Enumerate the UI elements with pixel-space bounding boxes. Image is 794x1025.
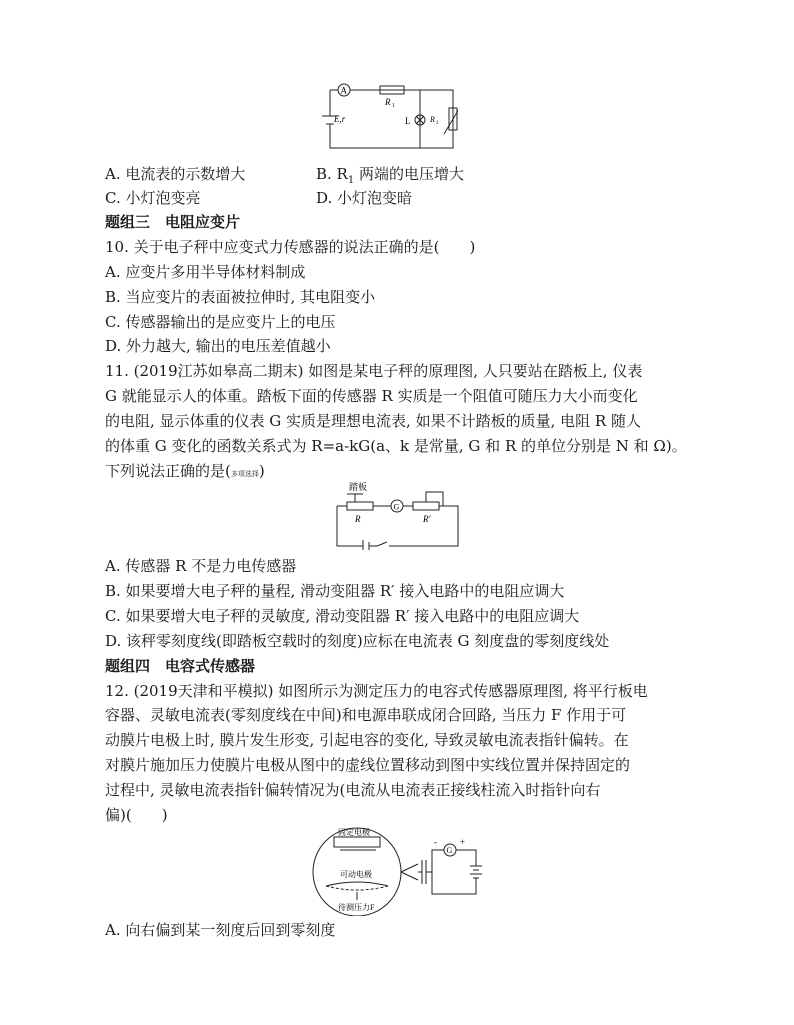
r1-sub: 1: [392, 103, 395, 109]
q11-line-2: G 就能显示人的体重。踏板下面的传感器 R 实质是一个阻值可随压力大小而变化: [105, 387, 638, 405]
group3-heading: 题组三 电阻应变片: [105, 213, 241, 231]
circuit-figure-2: [333, 480, 463, 550]
q10-option-b: B. 当应变片的表面被拉伸时, 其电阻变小: [105, 288, 376, 306]
plus-terminal-label: +: [460, 837, 466, 847]
q11-option-a: A. 传感器 R 不是力电传感器: [105, 557, 297, 575]
q11-multi-choice-tag: 多项选择: [230, 470, 259, 478]
q9-option-a: A. 电流表的示数增大: [105, 165, 246, 183]
lamp-label: L: [405, 116, 411, 126]
q9-option-b: [316, 164, 464, 191]
r1-label: R: [385, 97, 391, 107]
q12-option-a: A. 向右偏到某一刻度后回到零刻度: [105, 921, 336, 939]
fixed-electrode-label: 固定电极: [338, 828, 370, 837]
q12-line-5: 过程中, 灵敏电流表指针偏转情况为(电流从电流表正接线柱流入时指针向右: [105, 781, 601, 799]
q9-option-c: C. 小灯泡变亮: [105, 189, 201, 207]
r2-sub: 2: [436, 121, 439, 126]
pressure-force-label: 待测压力F: [338, 903, 375, 912]
galvanometer-label: G: [446, 846, 453, 855]
q12-line-2: 容器、灵敏电流表(零刻度线在中间)和电源串联成闭合回路, 当压力 F 作用于可: [105, 706, 627, 724]
meter-g-label: G: [393, 502, 400, 512]
capacitive-sensor-figure: [310, 826, 500, 916]
q12-line-3: 动膜片电极上时, 膜片发生形变, 引起电容的变化, 导致灵敏电流表指针偏转。在: [105, 731, 629, 749]
q10-option-a: A. 应变片多用半导体材料制成: [105, 263, 306, 281]
minus-terminal-label: -: [434, 837, 437, 847]
q9-option-b-pre: B. R: [316, 165, 348, 183]
q11-line-1: 11. (2019江苏如皋高二期末) 如图是某电子秤的原理图, 人只要站在踏板上, 仪表: [105, 362, 643, 380]
q11-option-c: C. 如果要增大电子秤的灵敏度, 滑动变阻器 R′ 接入电路中的电阻应调大: [105, 607, 580, 625]
q10-option-c: C. 传感器输出的是应变片上的电压: [105, 313, 336, 331]
q10-option-d: D. 外力越大, 输出的电压差值越小: [105, 337, 331, 355]
q12-line-1: 12. (2019天津和平模拟) 如图所示为测定压力的电容式传感器原理图, 将平行板电: [105, 682, 648, 700]
q9-option-b-post: 两端的电压增大: [354, 165, 465, 183]
q11-option-d: D. 该秤零刻度线(即踏板空载时的刻度)应标在电流表 G 刻度盘的零刻度线处: [105, 632, 610, 650]
ammeter-label: A: [340, 85, 347, 96]
q11-line-3: 的电阻, 显示体重的仪表 G 实质是理想电流表, 如果不计踏板的质量, 电阻 R 随人: [105, 412, 641, 430]
rheostat-label: R′: [423, 514, 431, 524]
q11-line-5-end: ): [258, 462, 265, 480]
q9-option-d: D. 小灯泡变暗: [316, 189, 413, 207]
q10-stem: 10. 关于电子秤中应变式力传感器的说法正确的是( ): [105, 238, 476, 256]
sensor-r-label: R: [355, 514, 361, 524]
q12-line-6: 偏)( ): [105, 806, 168, 824]
group4-heading: 题组四 电容式传感器: [105, 657, 256, 675]
q12-line-4: 对膜片施加压力使膜片电极从图中的虚线位置移动到图中实线位置并保持固定的: [105, 756, 631, 774]
q11-line-5: [105, 461, 265, 484]
pedal-label: 踏板: [349, 482, 368, 492]
circuit-figure-1: [318, 78, 458, 160]
source-label: E,r: [334, 114, 346, 124]
q11-line-5-text: 下列说法正确的是(: [105, 462, 231, 480]
q11-option-b: B. 如果要增大电子秤的量程, 滑动变阻器 R′ 接入电路中的电阻应调大: [105, 582, 565, 600]
q11-line-4: 的体重 G 变化的函数关系式为 R=a-kG(a、k 是常量, G 和 R 的单位分别是 N 和 Ω)。: [105, 437, 687, 455]
movable-electrode-label: 可动电极: [340, 870, 372, 879]
q9-option-b-sub: 1: [347, 175, 355, 186]
r2-label: R: [430, 115, 435, 124]
